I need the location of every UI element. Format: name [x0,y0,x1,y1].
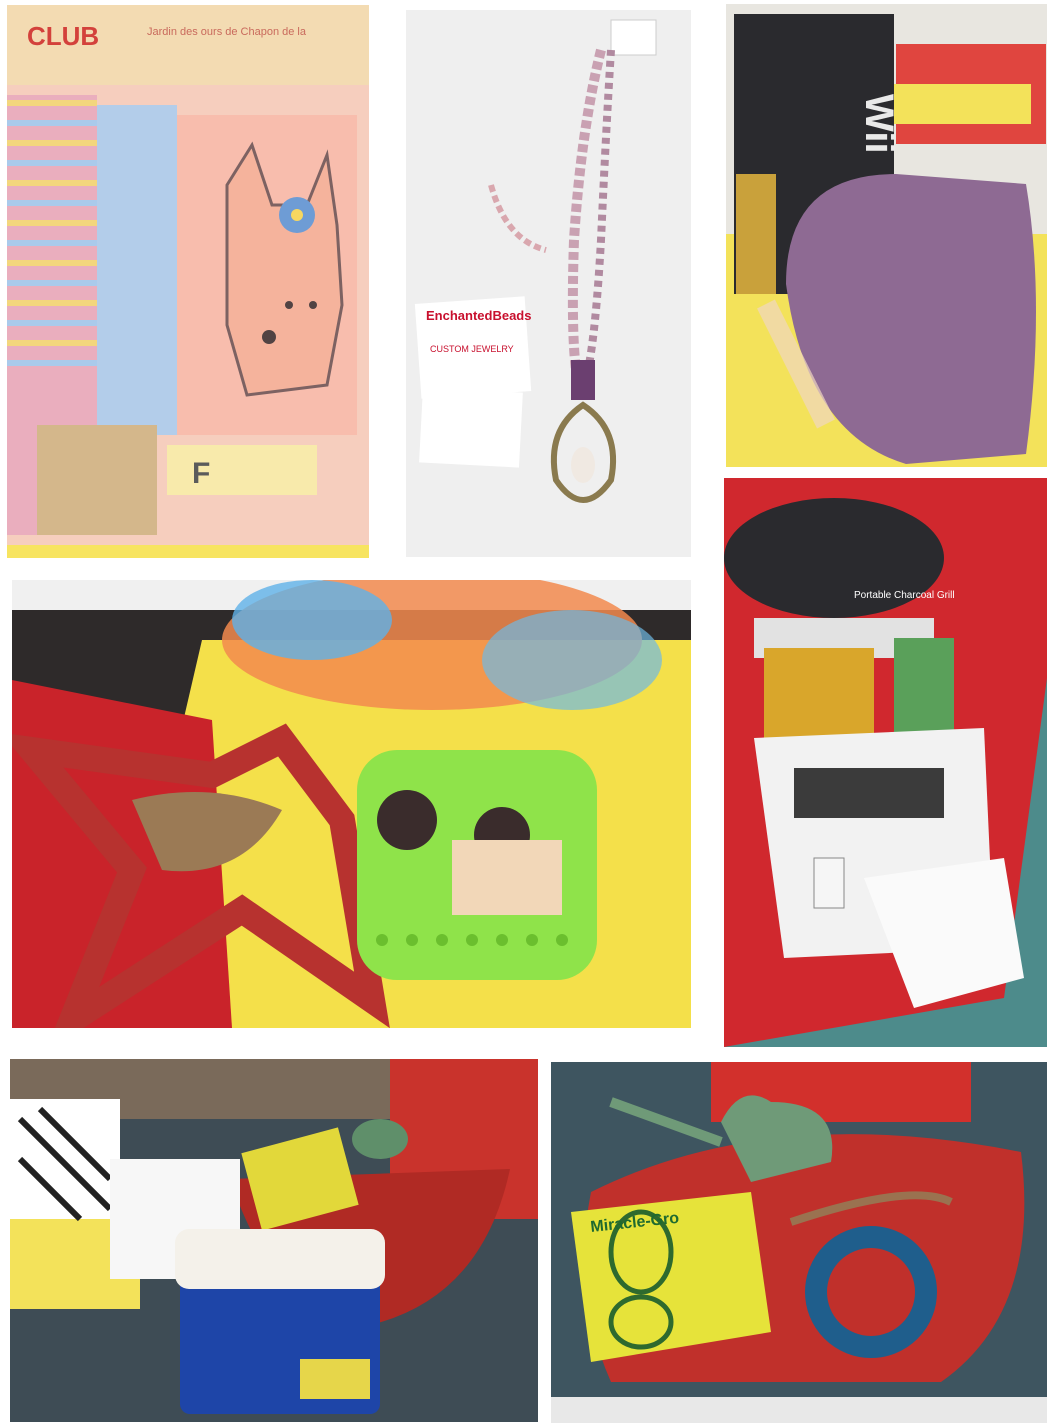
grill-label-text: Portable Charcoal Grill [854,590,955,601]
wii-logo-text: Wii [857,94,901,154]
photo-wheelbarrow-close [551,1062,1047,1423]
star-basket-illustration [12,580,691,1028]
photo-necklace [406,10,691,557]
wii-basket-illustration [726,4,1047,467]
quilt-brand-text: CLUB [27,21,100,51]
card-brand-text: EnchantedBeads [426,308,532,323]
photo-star-basket [12,580,691,1028]
photo-baby-quilt [7,5,369,558]
card-line-text: CUSTOM JEWELRY [430,344,514,354]
bbq-bin-illustration [724,478,1047,1047]
baby-quilt-illustration [7,5,369,558]
quilt-label-letter: F [192,457,211,490]
box-brand-text: Miracle-Gro [589,1209,680,1236]
necklace-illustration [406,10,691,557]
photo-wheelbarrow-wide [10,1059,538,1422]
photo-wii-basket [726,4,1047,467]
wheelbarrow-close-illustration [551,1062,1047,1423]
wheelbarrow-wide-illustration [10,1059,538,1422]
quilt-brand-line: Jardin des ours de Chapon de la [147,26,306,38]
photo-bbq-bin [724,478,1047,1047]
